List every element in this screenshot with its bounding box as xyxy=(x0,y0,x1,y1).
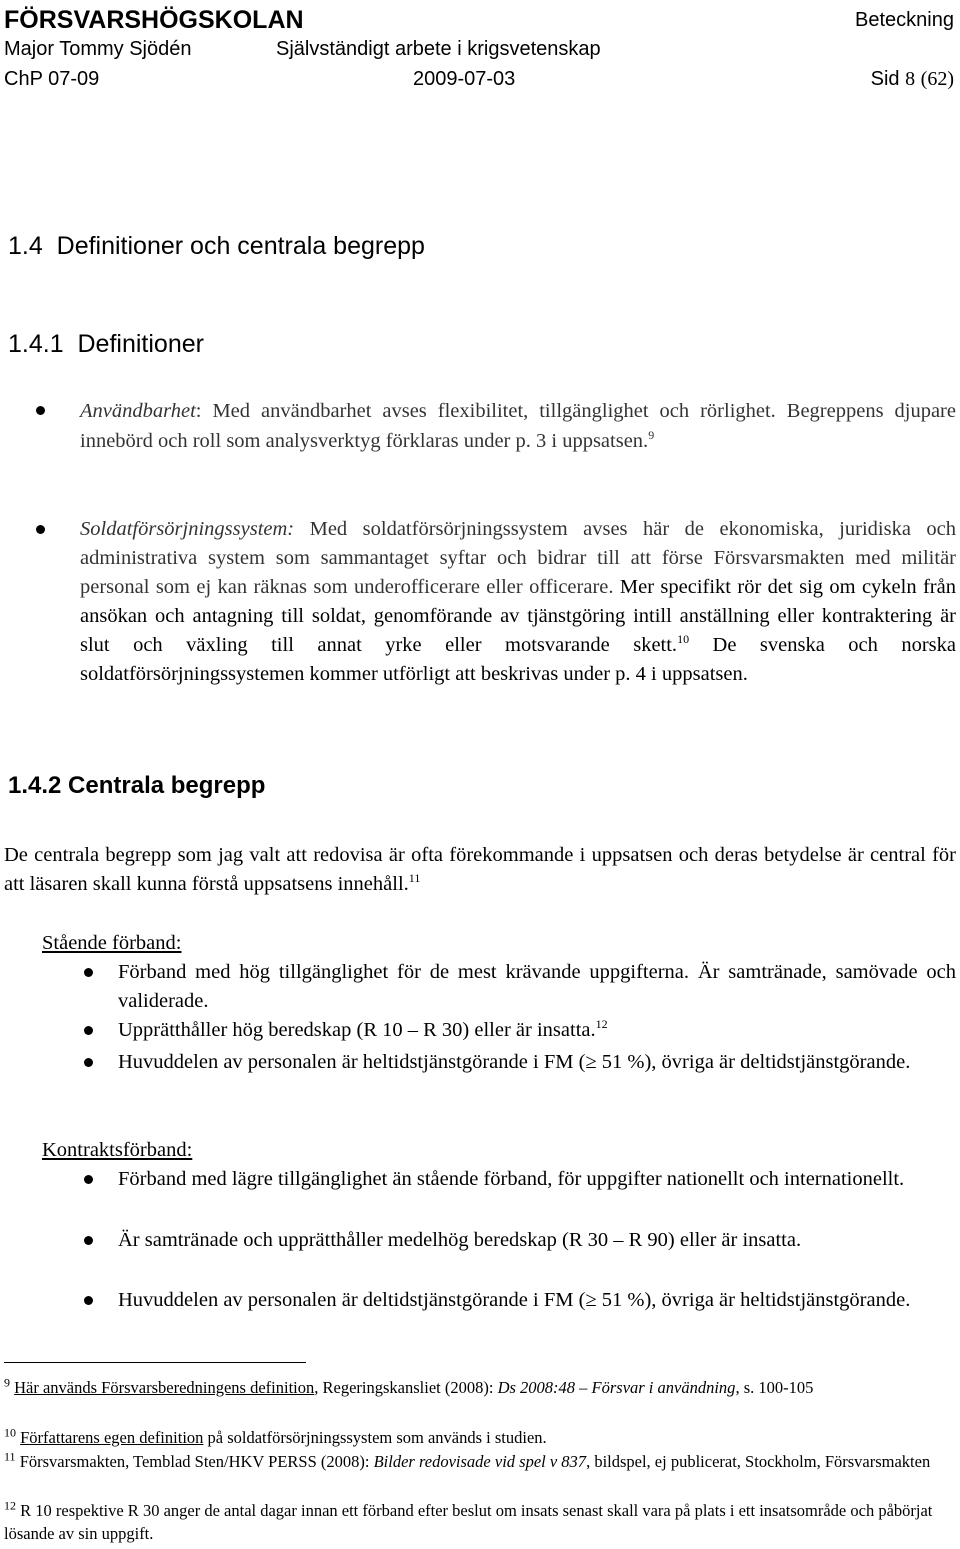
footnote-number: 11 xyxy=(4,1449,16,1464)
bullet-icon xyxy=(84,1296,93,1305)
footnote-number: 9 xyxy=(4,1375,10,1390)
bullet-text: Huvuddelen av personalen är deltidstjänstgörande i FM (≥ 51 %), övriga är heltidstjänstgörande. xyxy=(118,1289,911,1311)
footnote-italic: Ds 2008:48 – Försvar i användning xyxy=(497,1378,736,1397)
header-page-number: 8 xyxy=(905,68,916,90)
standing-units-title: Stående förband: xyxy=(42,932,182,954)
definition-term: Användbarhet xyxy=(80,400,196,422)
section-heading-1-4-2: 1.4.2 Centrala begrepp xyxy=(8,772,266,799)
section-heading-1-4-1: 1.4.1 Definitioner xyxy=(8,330,204,358)
bullet-text: Upprätthåller hög beredskap (R 10 – R 30) eller är insatta. xyxy=(118,1019,596,1041)
bullet-text: Förband med lägre tillgänglighet än stående förband, för uppgifter nationellt och internationellt. xyxy=(118,1168,905,1190)
header-work-type: Självständigt arbete i krigsvetenskap xyxy=(276,38,601,60)
footnote-text: , Regeringskansliet (2008): xyxy=(314,1378,498,1397)
footnote-ref: 12 xyxy=(595,1017,608,1032)
footnote-ref: 11 xyxy=(408,871,421,886)
definition-usability xyxy=(80,396,956,456)
footnote-text: R 10 respektive R 30 anger de antal dagar innan ett förband efter beslut om insats senast skall vara på plats i ett insatsområde och påbörjat lösande av sin uppgift. xyxy=(4,1501,933,1543)
definition-text-b: Mer specifikt rör det sig om cykeln från ansökan och antagning till soldat, genomförande av tjänstgöring intill anställning eller kontraktering är slut och växling till annat yrke eller motsvarande skett. xyxy=(80,576,956,656)
definition-text-a: Med soldatförsörjningssystem avses här de ekonomiska, juridiska och administrativa system som sammantaget syftar och bidrar till att förse Försvarsmakten med militär personal som ej kan räknas som underofficerare eller officerare. xyxy=(80,518,956,598)
header-page-prefix: Sid xyxy=(870,68,900,90)
definition-soldier-supply-system xyxy=(80,515,956,689)
header-page-indicator xyxy=(871,68,954,91)
bullet-icon xyxy=(84,1026,93,1035)
contract-bullet-2 xyxy=(118,1226,956,1255)
footnote-ref: 10 xyxy=(677,632,690,647)
contract-bullet-3 xyxy=(118,1286,956,1315)
bullet-icon xyxy=(84,968,93,977)
footnote-underlined: Författarens egen definition xyxy=(20,1428,204,1447)
standing-bullet-1 xyxy=(118,958,956,1016)
footnote-tail: , s. 100-105 xyxy=(735,1378,814,1397)
footnote-ref: 9 xyxy=(648,428,655,443)
header-program: ChP 07-09 xyxy=(4,68,100,90)
bullet-icon xyxy=(36,406,45,415)
footnote-text: på soldatförsörjningssystem som används i studien. xyxy=(203,1428,547,1447)
header-author: Major Tommy Sjödén xyxy=(4,38,192,60)
standing-bullet-2 xyxy=(118,1016,956,1045)
bullet-text: Huvuddelen av personalen är heltidstjänstgörande i FM (≥ 51 %), övriga är deltidstjänstgörande. xyxy=(118,1051,911,1073)
footnote-underlined: Här används Försvarsberedningens definition xyxy=(14,1378,315,1397)
footnote-11 xyxy=(4,1450,954,1473)
footnote-9 xyxy=(4,1376,954,1399)
definition-text: : Med användbarhet avses flexibilitet, tillgänglighet och rörlighet. Begreppens djupare innebörd och roll som analysverktyg förklaras under p. 3 i uppsatsen. xyxy=(80,400,956,452)
header-org: FÖRSVARSHÖGSKOLAN xyxy=(4,6,304,34)
bullet-icon xyxy=(36,525,45,534)
header-page-total: (62) xyxy=(920,68,954,90)
contract-units-title: Kontraktsförband: xyxy=(42,1139,193,1161)
header-date: 2009-07-03 xyxy=(413,68,516,90)
footnote-number: 12 xyxy=(4,1498,16,1513)
footnote-10 xyxy=(4,1426,954,1449)
section-heading-1-4: 1.4 Definitioner och centrala begrepp xyxy=(8,232,425,260)
footnote-12 xyxy=(4,1499,954,1545)
bullet-icon xyxy=(84,1236,93,1245)
definition-text-c: De svenska och norska soldatförsörjningssystemen kommer utförligt att beskrivas under p. 4 i uppsatsen. xyxy=(80,634,956,685)
header-designation-label: Beteckning xyxy=(855,9,954,31)
bullet-icon xyxy=(84,1058,93,1067)
bullet-text: Förband med hög tillgänglighet för de mest krävande uppgifterna. Är samtränade, samövade och validerade. xyxy=(118,961,956,1012)
footnote-italic: Bilder redovisade vid spel v 837 xyxy=(373,1452,587,1471)
footnote-tail: , bildspel, ej publicerat, Stockholm, Försvarsmakten xyxy=(586,1452,931,1471)
footnote-separator xyxy=(4,1362,306,1363)
footnote-text: Försvarsmakten, Temblad Sten/HKV PERSS (2008): xyxy=(19,1452,374,1471)
central-concepts-intro xyxy=(4,841,956,899)
standing-bullet-3 xyxy=(118,1048,956,1077)
definition-term: Soldatförsörjningssystem: xyxy=(80,518,295,540)
contract-bullet-1 xyxy=(118,1165,956,1194)
intro-text: De centrala begrepp som jag valt att redovisa är ofta förekommande i uppsatsen och deras betydelse är central för att läsaren skall kunna förstå uppsatsens innehåll. xyxy=(4,844,956,895)
bullet-text: Är samtränade och upprätthåller medelhög beredskap (R 30 – R 90) eller är insatta. xyxy=(118,1229,802,1251)
bullet-icon xyxy=(84,1175,93,1184)
footnote-number: 10 xyxy=(4,1425,16,1440)
